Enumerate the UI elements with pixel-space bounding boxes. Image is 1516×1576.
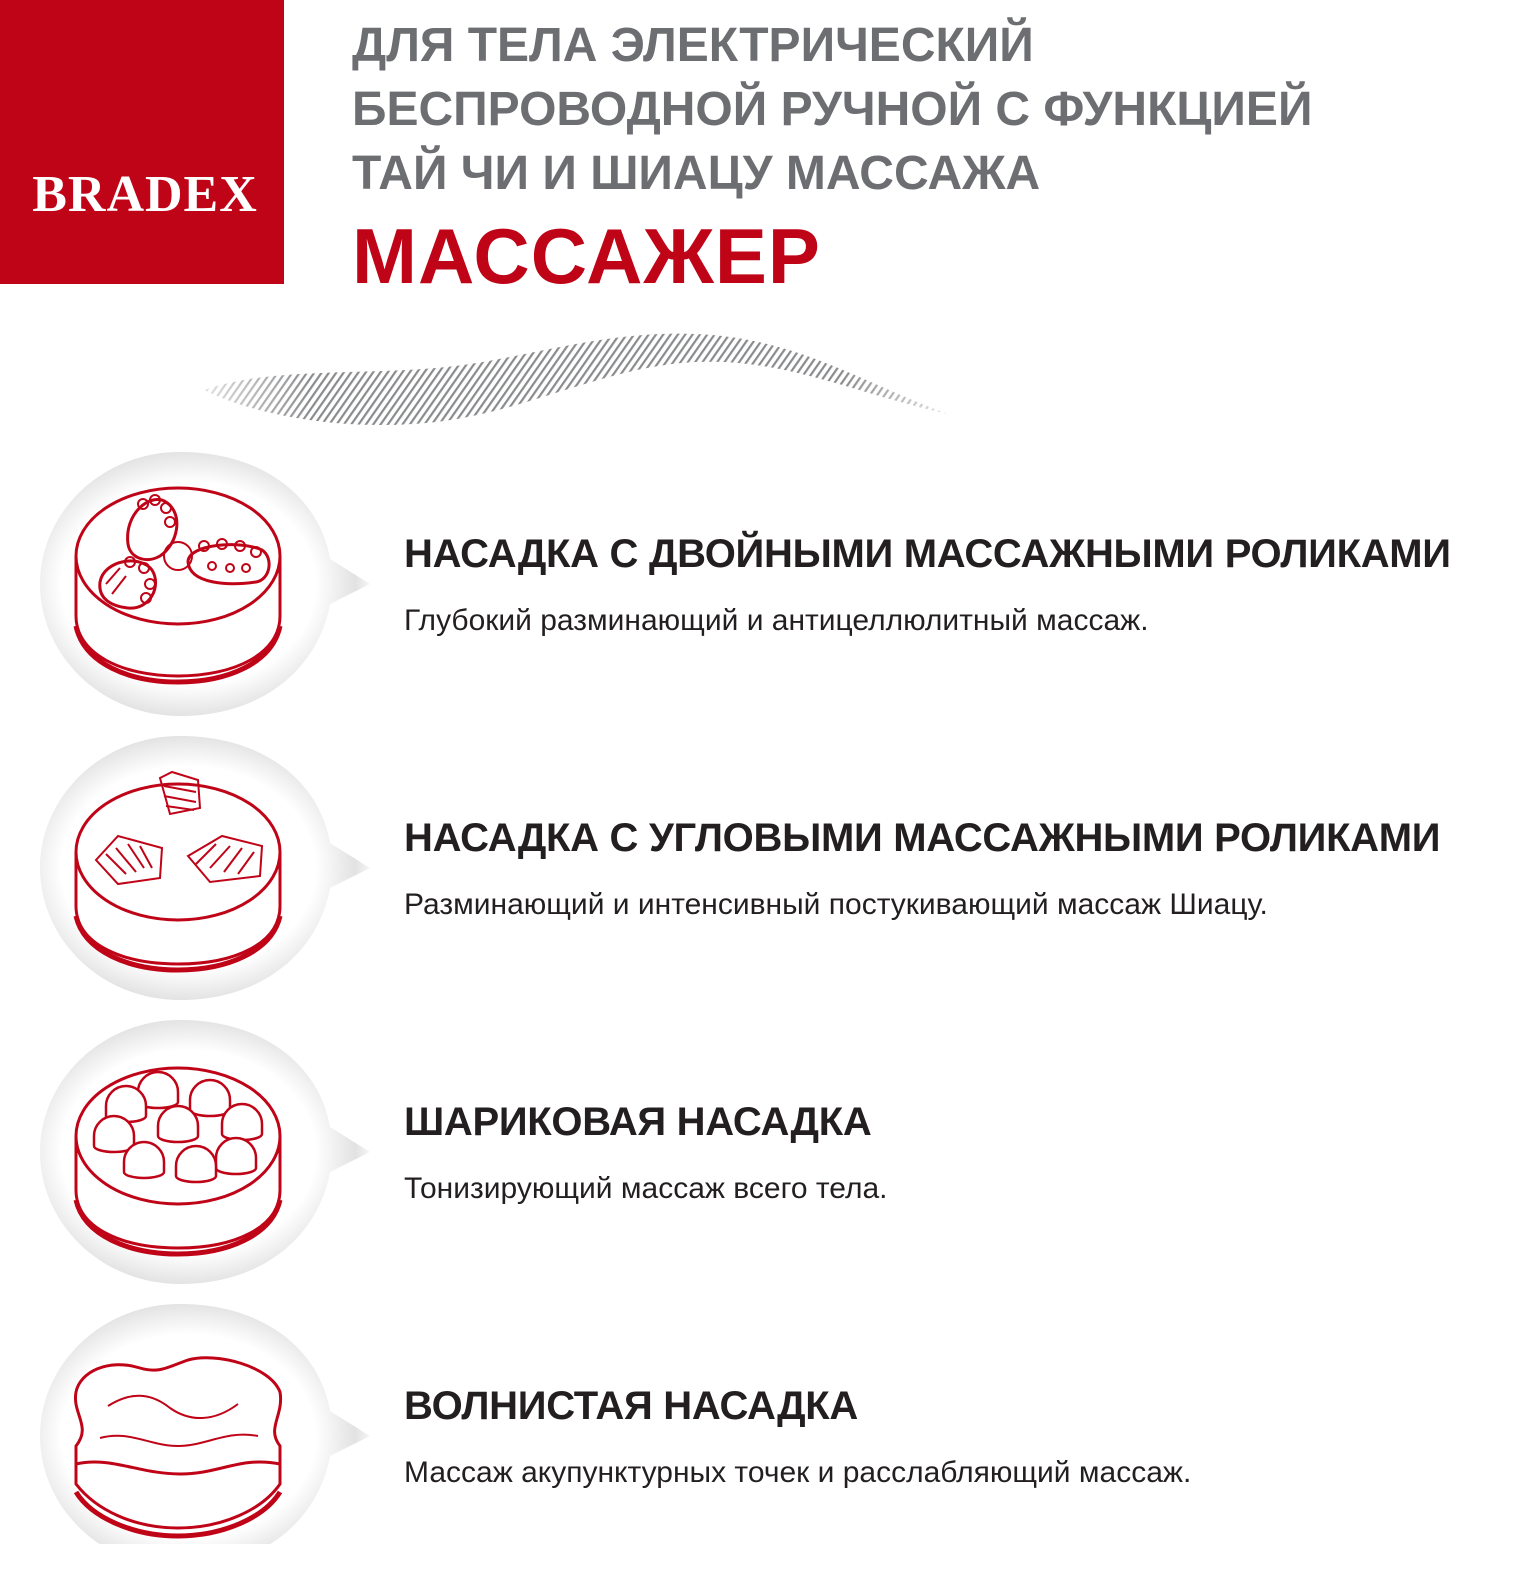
brand-logo-text: BRADEX: [32, 166, 258, 223]
feature-ball-attachment: [0, 1012, 1516, 1292]
feature-description: Глубокий разминающий и антицеллюлитный массаж.: [404, 604, 1149, 637]
page-title: МАССАЖЕР: [352, 212, 821, 300]
feature-description: Тонизирующий массаж всего тела.: [404, 1172, 888, 1205]
brand-logo: [0, 0, 284, 284]
angled-roller-attachment-icon: [0, 728, 400, 1008]
feature-description: Разминающий и интенсивный постукивающий массаж Шиацу.: [404, 888, 1268, 921]
product-subtitle: [352, 14, 1452, 206]
feature-title: ВОЛНИСТАЯ НАСАДКА: [404, 1384, 859, 1428]
subtitle-line: ТАЙ ЧИ И ШИАЦУ МАССАЖА: [352, 147, 1041, 200]
double-roller-attachment-icon: [0, 444, 400, 724]
feature-double-rollers: [0, 444, 1516, 724]
feature-title: НАСАДКА С УГЛОВЫМИ МАССАЖНЫМИ РОЛИКАМИ: [404, 816, 1441, 860]
decorative-wave-divider: [196, 320, 956, 450]
feature-wavy-attachment: [0, 1296, 1516, 1576]
wavy-attachment-icon: [0, 1296, 400, 1544]
feature-title: НАСАДКА С ДВОЙНЫМИ МАССАЖНЫМИ РОЛИКАМИ: [404, 532, 1451, 576]
feature-title: ШАРИКОВАЯ НАСАДКА: [404, 1100, 872, 1144]
subtitle-line: БЕСПРОВОДНОЙ РУЧНОЙ С ФУНКЦИЕЙ: [352, 83, 1313, 136]
feature-angled-rollers: [0, 728, 1516, 1008]
ball-attachment-icon: [0, 1012, 400, 1292]
feature-description: Массаж акупунктурных точек и расслабляющий массаж.: [404, 1456, 1192, 1489]
subtitle-line: ДЛЯ ТЕЛА ЭЛЕКТРИЧЕСКИЙ: [352, 19, 1034, 72]
